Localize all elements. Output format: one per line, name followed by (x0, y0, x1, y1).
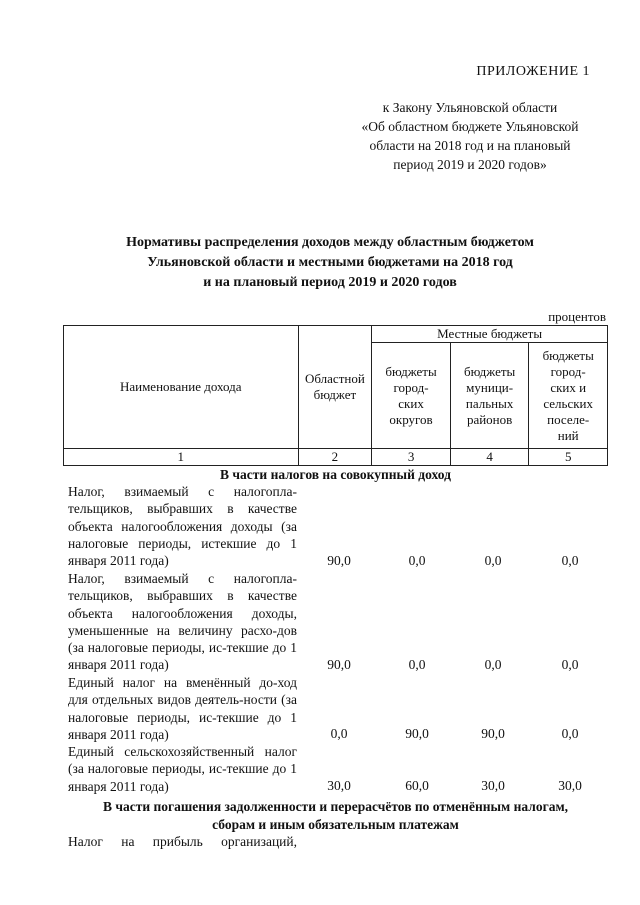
value-regional: 90,0 (327, 553, 351, 568)
income-name: Единый налог на вменённый до-ход для отдельных видов деятель-ности (за налоговые периоды, ис-текшие до 1 января 2011 года) (68, 675, 297, 742)
value-settlements: 0,0 (561, 657, 579, 672)
col-header-name: Наименование дохода (64, 326, 299, 449)
value-settlements: 30,0 (558, 778, 582, 793)
col-header-regional: Областной бюджет (298, 326, 372, 449)
value-city-districts: 0,0 (408, 657, 426, 672)
title-line: Нормативы распределения доходов между областным бюджетом (126, 235, 534, 250)
section-title: В части налогов на совокупный доход (220, 467, 451, 482)
appendix-label: ПРИЛОЖЕНИЕ 1 (476, 64, 590, 79)
title-line: Ульяновской области и местными бюджетами на 2018 год (147, 255, 513, 270)
col-header-local-budgets: Местные бюджеты (372, 326, 608, 343)
col-number: 1 (64, 449, 299, 466)
value-city-districts: 0,0 (408, 553, 426, 568)
law-reference (330, 98, 610, 174)
value-regional: 90,0 (327, 657, 351, 672)
value-city-districts: 60,0 (405, 778, 429, 793)
value-municipal-districts: 0,0 (484, 553, 502, 568)
col-number: 4 (450, 449, 529, 466)
law-ref-line: области на 2018 год и на плановый (369, 138, 571, 153)
law-ref-line: к Закону Ульяновской области (382, 100, 558, 115)
income-name: Налог на прибыль организаций, (68, 834, 297, 849)
section-title: В части погашения задолженности и перерасчётов по отменённым налогам, сборам и иным обязательным платежам (102, 799, 569, 832)
value-municipal-districts: 90,0 (481, 726, 505, 741)
income-name: Единый сельскохозяйственный налог (за налоговые периоды, ис-текшие до 1 января 2011 года) (68, 744, 297, 794)
value-regional: 0,0 (330, 726, 348, 741)
col-number: 3 (372, 449, 451, 466)
income-name: Налог, взимаемый с налогопла-тельщиков, выбравших в качестве объекта налогообложения доходы, уменьшенные на величину расхо-дов (за налоговые периоды, ис-текшие до 1 января 2011 года) (68, 571, 297, 673)
col-header-city-districts: бюджеты город- ских округов (372, 343, 451, 449)
value-municipal-districts: 0,0 (484, 657, 502, 672)
value-municipal-districts: 30,0 (481, 778, 505, 793)
value-city-districts: 90,0 (405, 726, 429, 741)
title-line: и на плановый период 2019 и 2020 годов (203, 275, 457, 290)
value-settlements: 0,0 (561, 553, 579, 568)
value-regional: 30,0 (327, 778, 351, 793)
col-number: 2 (298, 449, 372, 466)
document-title (60, 233, 600, 293)
col-header-municipal-districts: бюджеты муници- пальных районов (450, 343, 529, 449)
law-ref-line: период 2019 и 2020 годов» (393, 157, 547, 172)
col-header-settlements: бюджеты город- ских и сельских поселе- ний (529, 343, 608, 449)
law-ref-line: «Об областном бюджете Ульяновской (361, 119, 579, 134)
col-number: 5 (529, 449, 608, 466)
value-settlements: 0,0 (561, 726, 579, 741)
income-name: Налог, взимаемый с налогопла-тельщиков, выбравших в качестве объекта налогообложения доходы (за налоговые периоды, истекшие до 1 января 2011 года) (68, 484, 297, 569)
table-header (63, 325, 608, 466)
units-label: процентов (548, 309, 606, 324)
